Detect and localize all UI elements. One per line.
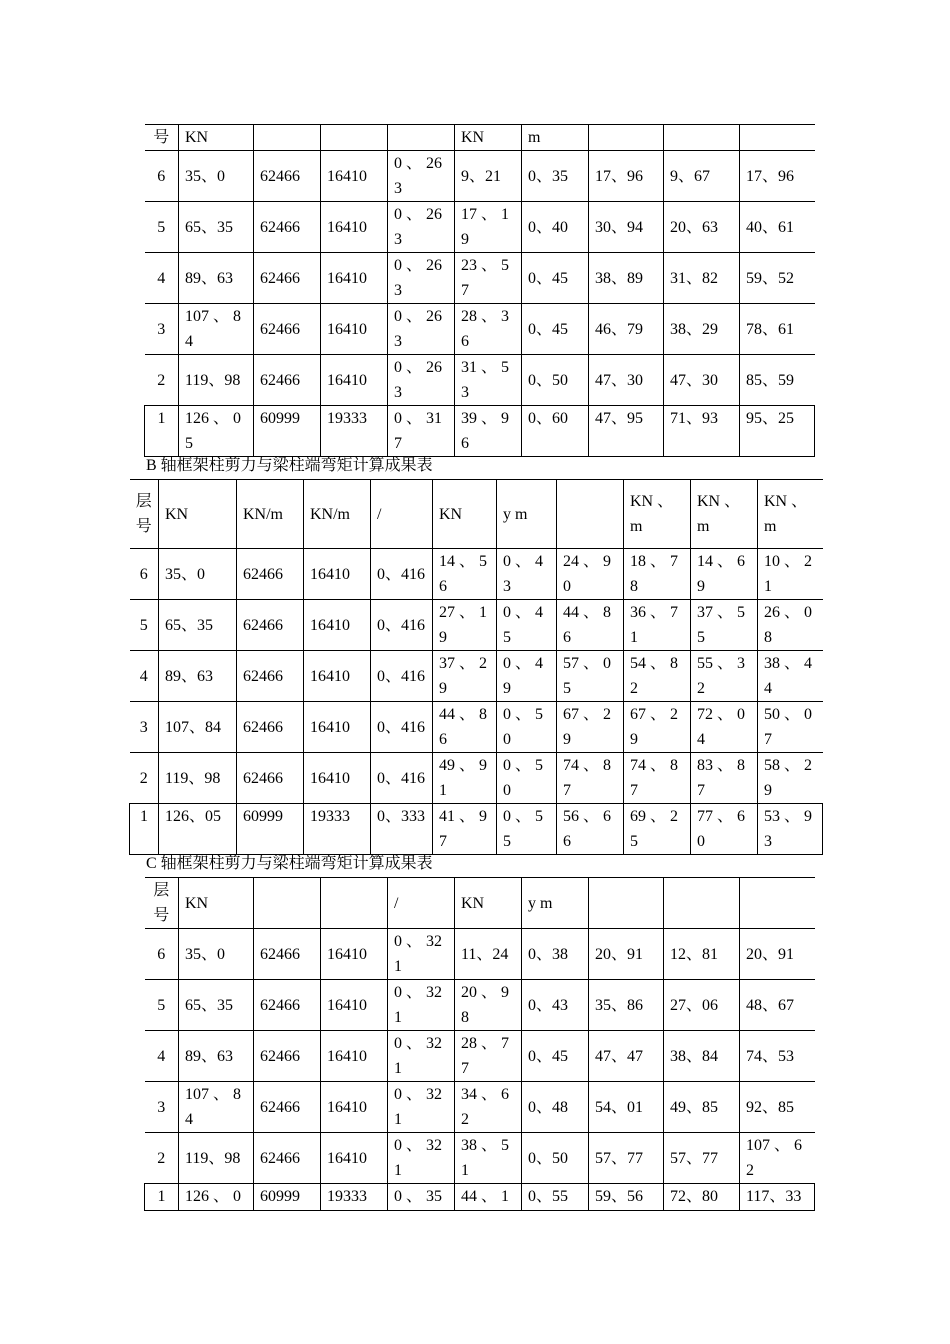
table-cell: 1 [145, 1184, 179, 1211]
table-cell: 74、53 [740, 1031, 815, 1082]
table-cell: 62466 [254, 980, 321, 1031]
table-cell: 35、0 [159, 549, 237, 600]
header-row [145, 878, 815, 929]
table-cell: 40、61 [740, 202, 815, 253]
table-row [130, 600, 823, 651]
table-cell: 67 、 29 [624, 702, 691, 753]
table-cell: 6 [145, 151, 179, 202]
table-cell: 119、98 [179, 355, 254, 406]
table-cell: 119、98 [159, 753, 237, 804]
table-cell: 74 、 87 [624, 753, 691, 804]
table-cell: 20 、 98 [455, 980, 522, 1031]
table-cell: 20、63 [664, 202, 740, 253]
header-cell: KN 、 m [691, 480, 758, 549]
table-cell: 107 、 84 [179, 1082, 254, 1133]
table-cell: 1 [130, 804, 159, 855]
table-cell: 0 、 50 [497, 753, 557, 804]
table-cell: 0、55 [522, 1184, 589, 1211]
table-cell: 3 [145, 1082, 179, 1133]
table-cell: 4 [130, 651, 159, 702]
table-cell: 0 、 50 [497, 702, 557, 753]
table-cell: 58 、 29 [758, 753, 823, 804]
table-row [145, 980, 815, 1031]
table-row [130, 804, 823, 855]
table-cell: 0、50 [522, 1133, 589, 1184]
table-cell: 31、82 [664, 253, 740, 304]
table-cell: 0、416 [371, 702, 433, 753]
table-cell: 2 [145, 355, 179, 406]
table-cell: 0 、 321 [388, 1133, 455, 1184]
table-cell: 62466 [254, 1133, 321, 1184]
table-cell: 20、91 [740, 929, 815, 980]
table-cell: 4 [145, 1031, 179, 1082]
table-cell: 0、416 [371, 651, 433, 702]
header-cell [740, 125, 815, 151]
table-row [145, 1133, 815, 1184]
table-cell: 6 [130, 549, 159, 600]
table-cell: 65、35 [159, 600, 237, 651]
table-cell: 60999 [254, 406, 321, 457]
table-cell: 49 、 91 [433, 753, 497, 804]
header-cell [740, 878, 815, 929]
table-cell: 62466 [254, 1082, 321, 1133]
table-cell: 30、94 [589, 202, 664, 253]
table-cell: 62466 [237, 600, 304, 651]
table-cell: 62466 [254, 929, 321, 980]
table-cell: 74 、 87 [557, 753, 624, 804]
table-cell: 44 、 1 [455, 1184, 522, 1211]
table-cell: 95、25 [740, 406, 815, 457]
table-cell: 107、84 [159, 702, 237, 753]
table-cell: 92、85 [740, 1082, 815, 1133]
table-cell: 37 、 55 [691, 600, 758, 651]
table-cell: 0、416 [371, 753, 433, 804]
table-cell: 26 、 08 [758, 600, 823, 651]
table-cell: 0 、 321 [388, 929, 455, 980]
table-cell: 27 、 19 [433, 600, 497, 651]
header-cell [557, 480, 624, 549]
table-cell: 57、77 [664, 1133, 740, 1184]
table-cell: 20、91 [589, 929, 664, 980]
table-cell: 107 、 84 [179, 304, 254, 355]
header-cell: KN [433, 480, 497, 549]
header-cell: 层号 [145, 878, 179, 929]
table-cell: 0 、 263 [388, 304, 455, 355]
header-row [130, 480, 823, 549]
table-cell: 24 、 90 [557, 549, 624, 600]
table-cell: 71、93 [664, 406, 740, 457]
table-cell: 83 、 87 [691, 753, 758, 804]
table-cell: 0 、 317 [388, 406, 455, 457]
table-cell: 16410 [304, 651, 371, 702]
table-cell: 54、01 [589, 1082, 664, 1133]
table-cell: 3 [145, 304, 179, 355]
table-cell: 89、63 [179, 253, 254, 304]
table-cell: 126 、 05 [179, 406, 254, 457]
table-cell: 0 、 55 [497, 804, 557, 855]
table-cell: 4 [145, 253, 179, 304]
table-cell: 10 、 21 [758, 549, 823, 600]
table-cell: 0 、 321 [388, 980, 455, 1031]
table-cell: 0、416 [371, 549, 433, 600]
header-cell: KN/m [304, 480, 371, 549]
table-cell: 57 、 05 [557, 651, 624, 702]
header-cell [388, 125, 455, 151]
table-cell: 126 、 0 [179, 1184, 254, 1211]
table-cell: 62466 [254, 151, 321, 202]
header-row [145, 125, 815, 151]
table-cell: 16410 [304, 753, 371, 804]
header-cell: y m [522, 878, 589, 929]
table-cell: 39 、 96 [455, 406, 522, 457]
table-cell: 49、85 [664, 1082, 740, 1133]
table-cell: 16410 [321, 355, 388, 406]
table-cell: 35、0 [179, 151, 254, 202]
table-cell: 0、40 [522, 202, 589, 253]
header-cell: KN [455, 125, 522, 151]
table-cell: 47、30 [589, 355, 664, 406]
table-row [145, 929, 815, 980]
header-cell: KN [179, 125, 254, 151]
caption-b: B 轴框架柱剪力与梁柱端弯矩计算成果表 [146, 457, 433, 474]
table-cell: 18 、 78 [624, 549, 691, 600]
table-cell: 36 、 71 [624, 600, 691, 651]
table-cell: 62466 [237, 702, 304, 753]
table-cell: 28 、 36 [455, 304, 522, 355]
table-a [144, 124, 815, 457]
header-cell: KN [159, 480, 237, 549]
table-cell: 60999 [237, 804, 304, 855]
table-cell: 119、98 [179, 1133, 254, 1184]
table-cell: 65、35 [179, 980, 254, 1031]
table-cell: 2 [145, 1133, 179, 1184]
table-cell: 0 、 43 [497, 549, 557, 600]
table-cell: 38、84 [664, 1031, 740, 1082]
caption-c: C 轴框架柱剪力与梁柱端弯矩计算成果表 [146, 855, 433, 872]
table-cell: 16410 [321, 202, 388, 253]
table-cell: 14 、 56 [433, 549, 497, 600]
table-cell: 17、96 [740, 151, 815, 202]
header-cell [589, 125, 664, 151]
table-cell: 77 、 60 [691, 804, 758, 855]
table-cell: 0 、 35 [388, 1184, 455, 1211]
table-cell: 35、0 [179, 929, 254, 980]
table-cell: 27、06 [664, 980, 740, 1031]
header-cell: / [371, 480, 433, 549]
table-row [130, 753, 823, 804]
table-cell: 17、96 [589, 151, 664, 202]
header-cell [321, 125, 388, 151]
table-cell: 117、33 [740, 1184, 815, 1211]
table-cell: 16410 [321, 1133, 388, 1184]
table-cell: 44 、 86 [557, 600, 624, 651]
table-cell: 0 、 263 [388, 151, 455, 202]
table-cell: 23 、 57 [455, 253, 522, 304]
table-row [145, 1031, 815, 1082]
table-cell: 55 、 32 [691, 651, 758, 702]
table-cell: 57、77 [589, 1133, 664, 1184]
table-cell: 35、86 [589, 980, 664, 1031]
table-row [145, 304, 815, 355]
header-cell [321, 878, 388, 929]
table-cell: 16410 [304, 702, 371, 753]
table-cell: 0、35 [522, 151, 589, 202]
table-cell: 19333 [321, 406, 388, 457]
header-cell [664, 878, 740, 929]
table-cell: 34 、 62 [455, 1082, 522, 1133]
table-cell: 59、52 [740, 253, 815, 304]
table-cell: 0、333 [371, 804, 433, 855]
table-cell: 62466 [254, 253, 321, 304]
table-row [130, 702, 823, 753]
table-cell: 17 、 19 [455, 202, 522, 253]
table-cell: 0 、 263 [388, 253, 455, 304]
table-cell: 60999 [254, 1184, 321, 1211]
table-c-body [145, 878, 815, 1211]
header-cell [589, 878, 664, 929]
table-cell: 19333 [304, 804, 371, 855]
table-cell: 0、45 [522, 304, 589, 355]
table-cell: 85、59 [740, 355, 815, 406]
table-cell: 62466 [254, 304, 321, 355]
table-cell: 62466 [237, 651, 304, 702]
table-cell: 0 、 45 [497, 600, 557, 651]
header-cell: KN 、 m [624, 480, 691, 549]
table-cell: 11、24 [455, 929, 522, 980]
table-cell: 47、47 [589, 1031, 664, 1082]
table-cell: 5 [130, 600, 159, 651]
header-cell: KN [455, 878, 522, 929]
table-cell: 2 [130, 753, 159, 804]
table-cell: 62466 [254, 202, 321, 253]
table-cell: 0、48 [522, 1082, 589, 1133]
table-row [145, 1082, 815, 1133]
table-cell: 0、50 [522, 355, 589, 406]
header-cell: KN [179, 878, 254, 929]
table-cell: 107 、 62 [740, 1133, 815, 1184]
table-cell: 89、63 [179, 1031, 254, 1082]
table-cell: 62466 [254, 355, 321, 406]
table-cell: 0、416 [371, 600, 433, 651]
table-cell: 38 、 44 [758, 651, 823, 702]
header-cell: 层号 [130, 480, 159, 549]
table-row [130, 549, 823, 600]
table-cell: 62466 [237, 753, 304, 804]
table-cell: 16410 [321, 980, 388, 1031]
table-cell: 72、80 [664, 1184, 740, 1211]
table-cell: 65、35 [179, 202, 254, 253]
table-cell: 16410 [321, 253, 388, 304]
header-cell: / [388, 878, 455, 929]
table-cell: 16410 [304, 549, 371, 600]
table-row [130, 651, 823, 702]
header-cell [254, 878, 321, 929]
table-cell: 0 、 49 [497, 651, 557, 702]
table-cell: 16410 [321, 929, 388, 980]
table-cell: 0、45 [522, 1031, 589, 1082]
table-cell: 59、56 [589, 1184, 664, 1211]
table-cell: 0 、 263 [388, 355, 455, 406]
table-cell: 50 、 07 [758, 702, 823, 753]
table-cell: 38、89 [589, 253, 664, 304]
table-cell: 47、95 [589, 406, 664, 457]
table-cell: 6 [145, 929, 179, 980]
table-cell: 48、67 [740, 980, 815, 1031]
table-cell: 38 、 51 [455, 1133, 522, 1184]
table-row [145, 202, 815, 253]
table-cell: 56 、 66 [557, 804, 624, 855]
table-cell: 31 、 53 [455, 355, 522, 406]
table-cell: 14 、 69 [691, 549, 758, 600]
table-cell: 16410 [321, 304, 388, 355]
table-cell: 1 [145, 406, 179, 457]
table-cell: 46、79 [589, 304, 664, 355]
table-cell: 12、81 [664, 929, 740, 980]
table-cell: 72 、 04 [691, 702, 758, 753]
table-row [145, 355, 815, 406]
table-c [144, 877, 815, 1211]
table-cell: 28 、 77 [455, 1031, 522, 1082]
table-cell: 16410 [321, 1082, 388, 1133]
table-cell: 5 [145, 980, 179, 1031]
table-cell: 16410 [304, 600, 371, 651]
table-row [145, 151, 815, 202]
table-cell: 0 、 263 [388, 202, 455, 253]
table-cell: 62466 [237, 549, 304, 600]
table-cell: 78、61 [740, 304, 815, 355]
table-cell: 47、30 [664, 355, 740, 406]
header-cell: m [522, 125, 589, 151]
table-cell: 9、21 [455, 151, 522, 202]
table-cell: 54 、 82 [624, 651, 691, 702]
table-cell: 19333 [321, 1184, 388, 1211]
header-cell: 号 [145, 125, 179, 151]
table-cell: 41 、 97 [433, 804, 497, 855]
table-cell: 0 、 321 [388, 1082, 455, 1133]
table-cell: 69 、 25 [624, 804, 691, 855]
table-row [145, 253, 815, 304]
header-cell [664, 125, 740, 151]
table-cell: 3 [130, 702, 159, 753]
table-cell: 38、29 [664, 304, 740, 355]
header-cell: y m [497, 480, 557, 549]
header-cell [254, 125, 321, 151]
table-cell: 0、60 [522, 406, 589, 457]
table-cell: 0、43 [522, 980, 589, 1031]
table-cell: 37 、 29 [433, 651, 497, 702]
header-cell: KN/m [237, 480, 304, 549]
table-row [145, 1184, 815, 1211]
table-cell: 89、63 [159, 651, 237, 702]
table-cell: 44 、 86 [433, 702, 497, 753]
table-row [145, 406, 815, 457]
table-cell: 62466 [254, 1031, 321, 1082]
table-cell: 0、45 [522, 253, 589, 304]
table-cell: 9、67 [664, 151, 740, 202]
table-cell: 16410 [321, 1031, 388, 1082]
table-b [129, 479, 823, 855]
table-cell: 5 [145, 202, 179, 253]
table-cell: 0 、 321 [388, 1031, 455, 1082]
table-cell: 126、05 [159, 804, 237, 855]
table-a-body [145, 125, 815, 457]
table-cell: 67 、 29 [557, 702, 624, 753]
table-cell: 0、38 [522, 929, 589, 980]
table-cell: 53 、 93 [758, 804, 823, 855]
table-b-body [130, 480, 823, 855]
header-cell: KN 、 m [758, 480, 823, 549]
table-cell: 16410 [321, 151, 388, 202]
